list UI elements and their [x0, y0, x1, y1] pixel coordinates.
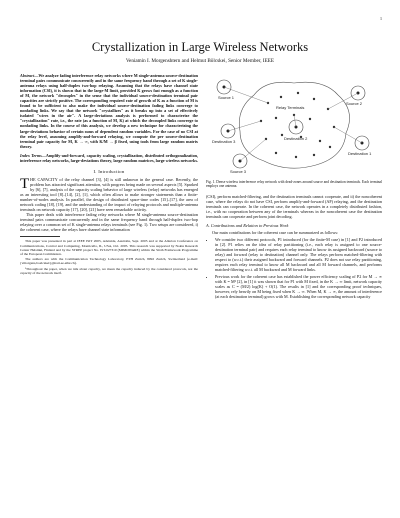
footnote-capacity: ¹Throughout the paper, when we talk about capacity, we mean the capacity induced by the considered protocols, not the capacity of the network itself.	[20, 266, 198, 275]
abstract	[20, 73, 198, 149]
relay-dot	[309, 118, 311, 120]
relay-dot	[297, 92, 299, 94]
contribution-item-1: • We consider two different protocols, P1 introduced (for the finite-M case) in [1] and P2 introduced in [2]. P1 relies on the idea of relay partitioning (i.e., each relay is assigned to one source-destination terminal pair) and requires each relay terminal to know its assigned backward (source to relay) and forward (relay to destination) channel only. The relays perform matched-filtering with respect to (w.r.t.) their assigned backward and forward channels. P2 does not use relay partitioning, requires each relay terminal to know all M backward and all M forward channels, and performs matched-filtering w.r.t. all M backward and M forward links.	[215, 237, 382, 272]
relay-dot	[313, 98, 315, 100]
label-destination-3: Destination 3	[212, 139, 236, 144]
right-column	[206, 73, 382, 301]
subsection-heading-contributions: A. Contributions and Relation to Previous Work	[206, 222, 289, 228]
relay-dot	[275, 152, 277, 154]
relay-dot	[313, 154, 315, 156]
intro-paragraph-1	[20, 177, 198, 212]
relay-dot	[319, 140, 321, 142]
footnote-affiliation: The authors are with the Communication Technology Laboratory, ETH Zurich, 8092 Zurich, Switzerland (e-mail: {vmorgens,boelcskei}@nari.ee.ethz.ch).	[20, 257, 198, 266]
paper-title: Crystallization in Large Wireless Networks	[91, 40, 309, 54]
relay-dot	[280, 96, 282, 98]
label-source-2: Source 2	[346, 101, 363, 106]
figure-1	[206, 73, 382, 178]
label-destination-2: Destination 2	[284, 136, 308, 141]
relay-dot	[275, 117, 277, 119]
contribution-item-2: • Previous work for the coherent case has established the power efficiency scaling of P2 for M → ∞ with K = M³ [2], in [1] it was shown that for P1 with M fixed, in the K → ∞ limit, network capacity scales as C = (M/2) log(K) + O(1). The results in [1] and the corresponding proof techniques, however, rely heavily on M being fixed when K → ∞. When M, K → ∞, the amount of interference (at each destination terminal) grows with M. Establishing the corresponding network capacity	[215, 274, 382, 299]
drop-cap: T	[20, 175, 30, 192]
right-paragraph-1: (CSI), perform matched-filtering, and the destination terminals cannot cooperate, and ii) the noncoherent case, where the relays do not have CSI, perform amplify-and-forward (AF) relaying, and the destination terminals can cooperate. In the coherent case, the network operates in a completely distributed fashion, i.e., with no cooperation between any of the terminals whereas in the noncoherent case the destination terminals can cooperate and perform joint decoding.	[206, 193, 382, 219]
section-heading-introduction: I. Introduction	[93, 168, 125, 174]
intro-paragraph-2: This paper deals with interference fading relay networks where M single-antenna source-destination terminal pairs communicate concurrently and in the same frequency band through half-duplex two-hop relaying over a common set of K single-antenna relays terminals (see Fig. 1). Two setups are considered, i) the coherent case, where the relays have channel state information	[20, 212, 198, 233]
label-relay-terminals: Relay Terminals	[276, 105, 305, 110]
left-column	[20, 73, 198, 276]
paper-authors: Veniamin I. Morgenshtern and Helmut Bölcskei, Senior Member, IEEE	[125, 58, 275, 64]
network-diagram	[206, 73, 382, 178]
footnote-rule	[20, 236, 60, 237]
right-paragraph-2: Our main contributions for the coherent case can be summarized as follows:	[212, 229, 339, 235]
figure-1-caption: Fig. 1. Dense wireless interference relay network with dead-zones around source and destination terminals. Each terminal employs one antenna.	[206, 180, 382, 189]
index-terms	[20, 153, 198, 163]
index-terms-lead: Index Terms	[20, 152, 42, 158]
abstract-text: —We analyze fading interference relay networks where M single-antenna source-destination terminal pairs communicate concurrently and in the same frequency band through a set of K single-antenna relays using half-duplex two-hop relaying. Assuming that the relays have channel state information (CSI), it is shown that in the large-M limit, provided K grows fast enough as a function of M, the network "decouples" in the sense that the individual source-destination terminal pair capacities are strictly positive. The corresponding required rate of growth of K as a function of M is found to be sufficient to also make the individual source-destination fading links converge to nonfading links. We say that the network "crystallizes" as it breaks up into a set of effectively isolated "wires in the air". A large-deviations analysis is performed to characterize the "crystallization" rate, i.e., the rate (as a function of M, K) at which the decoupled links converge to nonfading links. In the course of this analysis, we develop a new technique for characterizing the large-deviations behavior of certain sums of dependent random variables. For the case of no CSI at the relay level, assuming amplify-and-forward relaying, we compute the per source-destination terminal pair capacity for M, K → ∞, with K/M → β fixed, using tools from large random matrix theory.	[20, 73, 198, 149]
relay-dot	[281, 134, 283, 136]
page-number: 1	[380, 16, 382, 21]
contributions-list	[206, 237, 382, 300]
index-terms-text: —Amplify-and-forward, capacity scaling, crystallization, distributed orthogonalization, interference relay networks, large-deviations theory, large random matrices, large wireless networks.	[20, 152, 199, 163]
relay-dot	[295, 156, 297, 158]
relay-dot	[329, 146, 331, 148]
intro-paragraph-1-text: HE CAPACITY of the relay channel [3], [4] is still unknown in the general case. Recently, the problem has attracted significant attention, with progress being made on several aspects [5]. Sparked by [6], [7], analysis of the capacity scaling behavior of large wireless (relay) networks has emerged as an interesting tool [8]–[14], [2], [1], which often allows to make stronger statements than a finite-number-of-nodes analysis. In parallel, the design of distributed space-time codes [15]–[17], the area of network coding [18], [19], and the understanding of the impact of relaying protocols and multiple-antenna terminals on network capacity [17], [20], [21] have seen remarkable activity.	[20, 176, 198, 213]
label-source-1: Source 1	[218, 95, 235, 100]
footnote-funding: This paper was presented in part at IEEE ISIT 2005, Adelaide, Australia, Sept. 2005 and at the Allerton Conference on Communications, Control and Computing, Monticello, IL, USA, Oct. 2005. This research was supported by Nokia Research Center Helsinki, Finland and by the STREP project No. IST-027310 (MIMOWARE) within the Sixth Framework Programme of the European Commission.	[20, 239, 198, 256]
abstract-lead: Abstract	[20, 73, 35, 78]
label-destination-1: Destination 1	[348, 151, 372, 156]
label-source-3: Source 3	[230, 169, 247, 174]
